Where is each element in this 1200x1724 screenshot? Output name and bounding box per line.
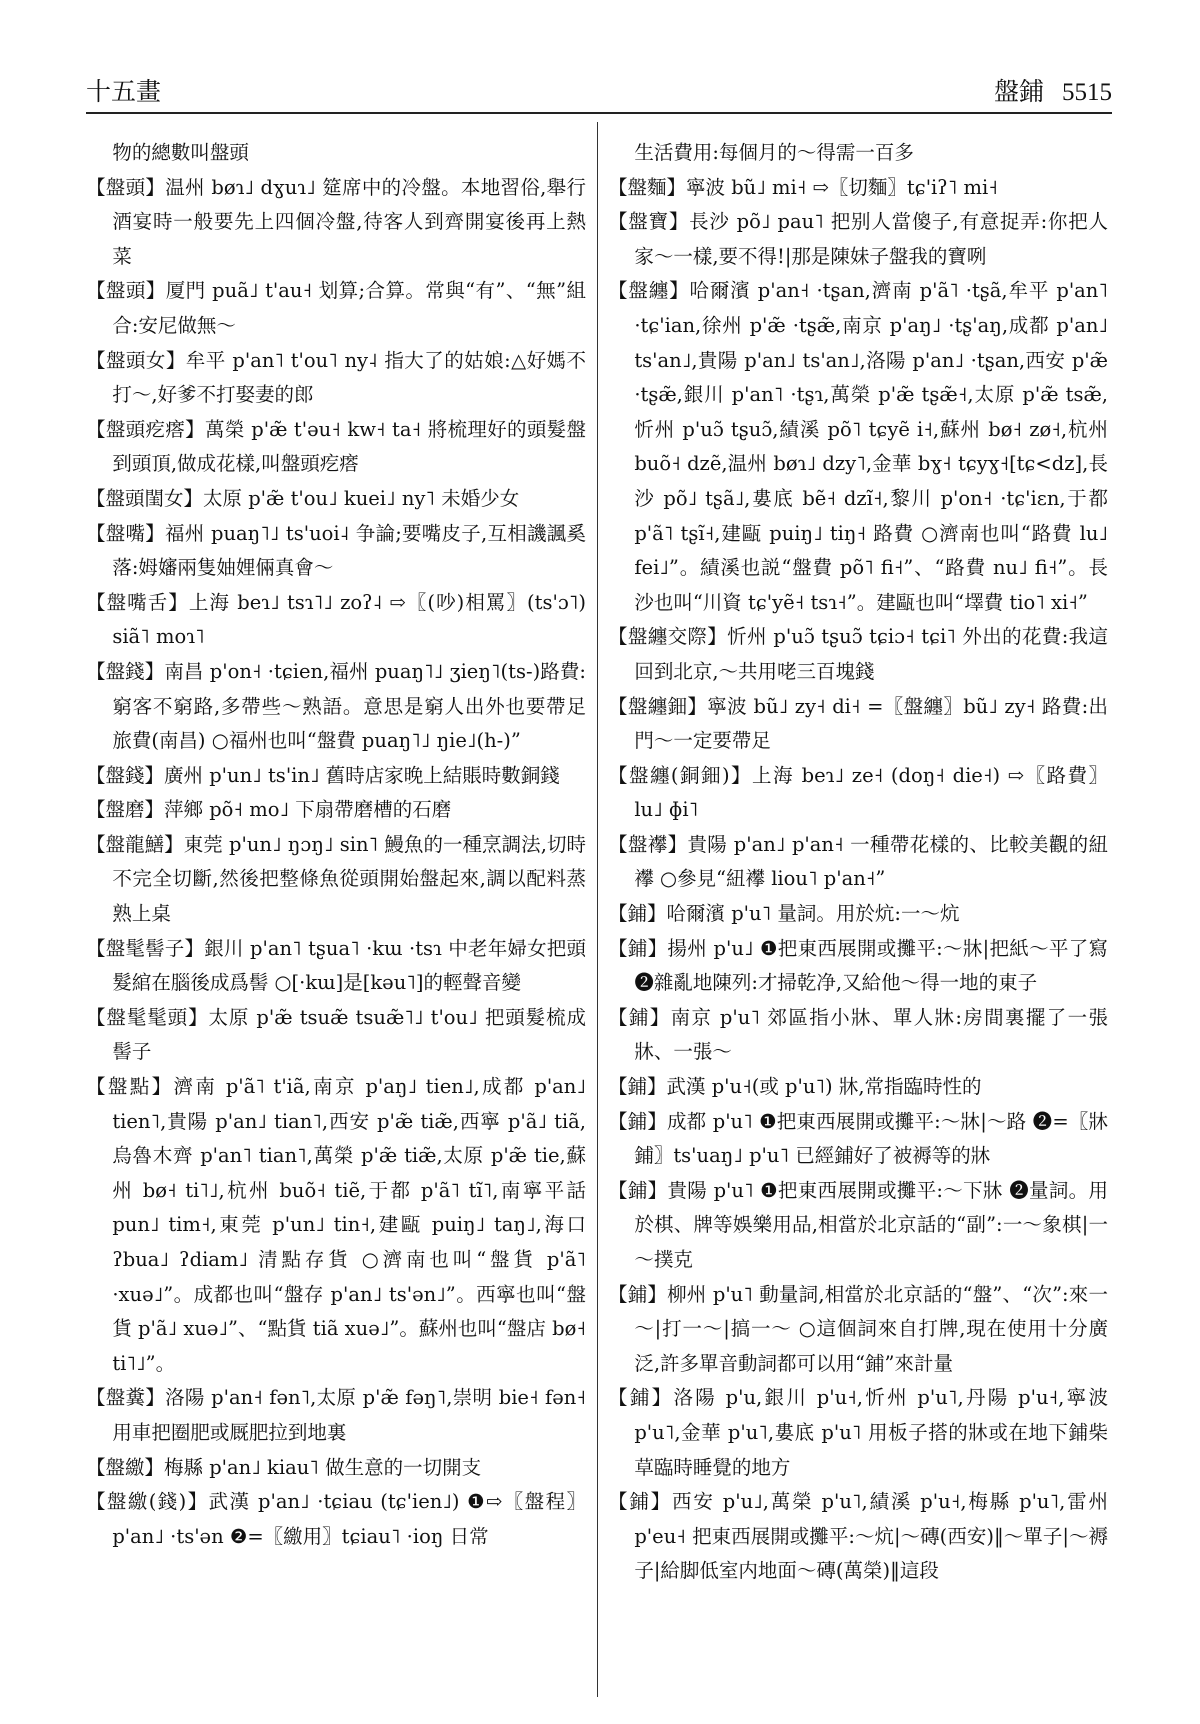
dictionary-entry: 【盤錢】南昌 p'on˧ ·tɕien,福州 puaŋ˥˩ ʒieŋ˥(ts-)路費:窮客不窮路,多帶些～熟語。意思是窮人出外也要帶足旅費(南昌) ○福州也叫“盤費 puaŋ˥˩ ŋie˩(h-)” <box>86 659 586 753</box>
dictionary-entry: 【鋪】柳州 p'u˥ 動量詞,相當於北京話的“盤”、“次”:來一～|打一～|搞一～ ○這個詞來自打牌,現在使用十分廣泛,許多單音動詞都可以用“鋪”來計量 <box>608 1282 1108 1375</box>
column-divider <box>597 122 598 1697</box>
dictionary-entry: 【盤頭閨女】太原 p'æ̃ t'ou˩ kuei˩ ny˥ 未婚少女 <box>86 486 520 510</box>
dictionary-entry: 【盤龍鱔】東莞 p'un˩ ŋɔŋ˩ sin˥ 鰻魚的一種烹調法,切時不完全切斷,然後把整條魚從頭開始盤起來,調以配料蒸熟上桌 <box>86 832 586 926</box>
dictionary-entry: 【盤錢】廣州 p'un˩ ts'in˩ 舊時店家晚上結賬時數銅錢 <box>86 763 560 787</box>
dictionary-entry: 【盤頭】厦門 puã˩ t'au˧ 划算;合算。常與“有”、“無”組合:安尼做無～ <box>86 279 586 337</box>
dictionary-entry: 【盤麵】寧波 bũ˩ mi˧ ⇨〖切麵〗tɕ'iʔ˥ mi˧ <box>608 175 998 199</box>
dictionary-entry: 【盤繳(錢)】武漢 p'an˩ ·tɕiau (tɕ'ien˩) ❶⇨〖盤程〗p'an˩ ·ts'ən ❷=〖繳用〗tɕiau˥ ·ioŋ 日常 <box>86 1490 586 1548</box>
dictionary-entry: 【盤頭】温州 bøɿ˩ dɣuɿ˩ 筵席中的冷盤。本地習俗,舉行酒宴時一般要先上四個冷盤,待客人到齊開宴後再上熱菜 <box>86 175 586 268</box>
header-right <box>994 72 1112 108</box>
dictionary-entry: 【盤纏鈿】寧波 bũ˩ zy˧ di˧ =〖盤纏〗bũ˩ zy˧ 路費:出門～一定要帶足 <box>608 694 1108 753</box>
dictionary-entry: 【鋪】南京 p'u˥ 郊區指小牀、單人牀:房間裏擺了一張牀、一張～ <box>608 1005 1108 1064</box>
dictionary-entry: 【盤繳】梅縣 p'an˩ kiau˥ 做生意的一切開支 <box>86 1455 482 1479</box>
dictionary-entry: 【鋪】西安 p'u˩,萬榮 p'u˥,績溪 p'u˧,梅縣 p'u˥,雷州 p'eu˧ 把東西展開或攤平:～炕|～磚(西安)‖～單子|～褥子|給脚低室内地面～磚(萬榮)‖這段 <box>608 1490 1108 1583</box>
dictionary-entry: 【盤纏交際】忻州 p'uɔ̃ tʂuɔ̃ tɕiɔ˧ tɕi˥ 外出的花費:我這回到北京,～共用咾三百塊錢 <box>608 625 1108 683</box>
dictionary-entry: 【盤嘴】福州 puaŋ˥˩ ts'uoi˨ 争論;要嘴皮子,互相譏諷奚落:姆嬸兩隻妯娌倆真會～ <box>86 521 586 580</box>
dictionary-entry: 【鋪】揚州 p'u˩ ❶把東西展開或攤平:～牀|把紙～平了寫 ❷雜亂地陳列:才掃乾净,又給他～得一地的東子 <box>608 936 1108 995</box>
dictionary-entry: 【盤頭疙瘩】萬榮 p'æ̃ t'əu˧ kw˧ ta˧ 將梳理好的頭髮盤到頭頂,做成花樣,叫盤頭疙瘩 <box>86 417 586 476</box>
dictionary-entry: 物的總數叫盤頭 <box>112 141 249 164</box>
running-headword: 盤鋪 <box>993 77 1044 106</box>
dictionary-entry: 【盤髦髦頭】太原 p'æ̃ tsuæ̃ tsuæ̃˥˩ t'ou˩ 把頭髮梳成髻子 <box>86 1005 586 1064</box>
page-header <box>86 72 1112 108</box>
dictionary-entry: 【盤寶】長沙 põ˩ pau˥ 把别人當傻子,有意捉弄:你把人家～一樣,要不得!|那是陳妹子盤我的寶咧 <box>608 210 1108 268</box>
dictionary-entry: 【盤纏(銅鈿)】上海 beɿ˩ ze˧ (doŋ˧ die˧) ⇨〖路費〗lu˩ ɸi˥ <box>608 763 1108 822</box>
right-column <box>608 136 1108 1696</box>
section-label: 十五畫 <box>86 77 162 106</box>
page-number: 5515 <box>1062 79 1112 106</box>
header-rule <box>86 112 1112 114</box>
dictionary-entry: 【盤點】濟南 p'ã˥ t'iã,南京 p'aŋ˩ tien˩,成都 p'an˩ tien˥,貴陽 p'an˩ tian˥,西安 p'æ̃ tiæ̃,西寧 p'ã˩ tiã,烏魯木齊 p'an˥ tian˥,萬榮 p'æ̃ tiæ̃,太原 p'æ̃ tie,蘇州 bø˧ ti˥˩,杭州 buõ˧ tiẽ,于都 p'ã˥ tĩ˥,南寧平話 pun˩ tim˧,東莞 p'un˩ tin˧,建甌 puiŋ˩ taŋ˩,海口 ʔbua˩ ʔdiam˩ 清點存貨 ○濟南也叫“盤貨 p'ã˥ ·xuə˩”。成都也叫“盤存 p'an˩ ts'ən˩”。西寧也叫“盤貨 p'ã˩ xuə˩”、“點貨 tiã xuə˩”。蘇州也叫“盤店 bø˧ ti˥˩”。 <box>86 1075 586 1375</box>
dictionary-entry: 【鋪】成都 p'u˥ ❶把東西展開或攤平:～牀|～路 ❷=〖牀鋪〗ts'uaŋ˩ p'u˥ 已經鋪好了被褥等的牀 <box>608 1109 1108 1168</box>
dictionary-entry: 【盤磨】萍鄉 põ˧ mo˩ 下扇帶磨槽的石磨 <box>86 798 452 822</box>
dictionary-entry: 【盤嘴舌】上海 beɿ˩ tsɿ˥˩ zoʔ˨ ⇨〖(吵)相罵〗(ts'ɔ˥) siã˥ moɿ˥ <box>86 590 586 649</box>
dictionary-entry: 【盤纏】哈爾濱 p'an˧ ·tʂan,濟南 p'ã˥ ·tʂã,牟平 p'an˥ ·tɕ'ian,徐州 p'æ̃ ·tʂæ̃,南京 p'aŋ˩ ·tʂ'aŋ,成都 p'an˩ ts'an˩,貴陽 p'an˩ ts'an˩,洛陽 p'an˩ ·tʂan,西安 p'æ̃ ·tʂæ̃,銀川 p'an˥ ·tʂɿ,萬榮 p'æ̃ tʂæ̃˧,太原 p'æ̃ tsæ̃,忻州 p'uɔ̃ tʂuɔ̃,績溪 põ˥ tɕyẽ i˧,蘇州 bø˧ zø˧,杭州 buõ˧ dzẽ,温州 bøɿ˩ dzy˥,金華 bɣ˧ tɕyɣ˧[tɕ<dz],長沙 põ˩ tʂã˩,婁底 bẽ˧ dzĩ˧,黎川 p'on˧ ·tɕ'iɛn,于都 p'ã˥ tʂĩ˧,建甌 puiŋ˩ tiŋ˧ 路費 ○濟南也叫“路費 lu˩ fei˩”。績溪也説“盤費 põ˥ fi˧”、“路費 nu˩ fi˧”。長沙也叫“川資 tɕ'yẽ˧ tsɿ˧”。建甌也叫“墿費 tio˥ xi˧” <box>608 279 1108 614</box>
dictionary-entry: 【盤頭女】牟平 p'an˥ t'ou˥ ny˨ 指大了的姑娘:△好媽不打～,好爹不打娶妻的郎 <box>86 348 586 407</box>
dictionary-entry: 【鋪】洛陽 p'u,銀川 p'u˧,忻州 p'u˥,丹陽 p'u˧,寧波 p'u˥,金華 p'u˥,婁底 p'u˥ 用板子搭的牀或在地下鋪柴草臨時睡覺的地方 <box>608 1386 1108 1479</box>
dictionary-entry: 【鋪】貴陽 p'u˥ ❶把東西展開或攤平:～下牀 ❷量詞。用於棋、牌等娛樂用品,相當於北京話的“副”:一～象棋|一～撲克 <box>608 1178 1108 1271</box>
dictionary-entry: 【盤糞】洛陽 p'an˧ fən˥,太原 p'æ̃ fəŋ˥,崇明 bie˧ fən˧ 用車把圈肥或厩肥拉到地裏 <box>86 1386 586 1444</box>
dictionary-entry: 【盤髦髻子】銀川 p'an˥ tʂua˥ ·kɯ ·tsɿ 中老年婦女把頭髮綰在腦後成爲髻 ○[·kɯ]是[kəu˥]的輕聲音變 <box>86 936 586 995</box>
dictionary-entry: 【鋪】武漢 p'u˧(或 p'u˥) 牀,常指臨時性的 <box>608 1075 982 1099</box>
dictionary-entry: 【鋪】哈爾濱 p'u˥ 量詞。用於炕:一～炕 <box>608 902 960 926</box>
left-column <box>86 136 586 1696</box>
dictionary-entry: 生活費用:每個月的～得需一百多 <box>634 141 914 164</box>
dictionary-entry: 【盤襻】貴陽 p'an˩ p'an˧ 一種帶花樣的、比較美觀的紐襻 ○參見“紐襻 liou˥ p'an˧” <box>608 832 1108 891</box>
